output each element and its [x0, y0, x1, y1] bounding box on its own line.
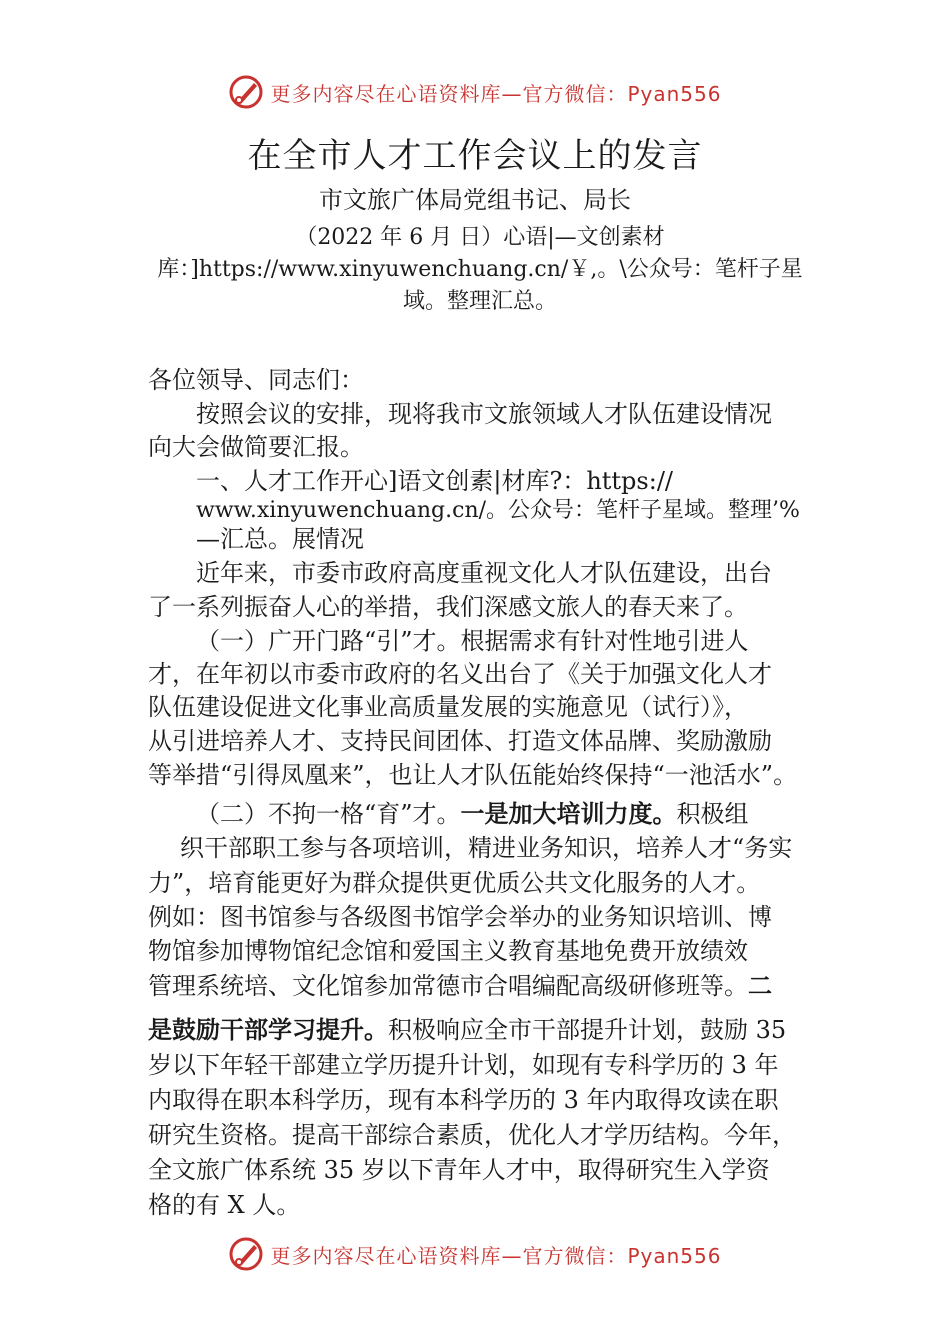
paragraph-line: （一）广开门路“引”才。根据需求有针对性地引进人 [196, 627, 749, 655]
paragraph-line: 岁以下年轻干部建立学历提升计划，如现有专科学历的 3 年 [148, 1051, 779, 1079]
paragraph-line [196, 797, 749, 831]
paragraph-line: 才，在年初以市委市政府的名义出台了《关于加强文化人才 [148, 660, 772, 688]
paragraph-line [148, 1013, 786, 1047]
paragraph-line: 了一系列振奋人心的举措，我们深感文旅人的春天来了。 [148, 593, 748, 621]
paragraph-line: 从引进培养人才、支持民间团体、打造文体品牌、奖励激励 [148, 727, 772, 755]
paragraph-line: 织干部职工参与各项培训，精进业务知识，培养人才“务实 [180, 834, 793, 862]
bold-lead-phrase: 一是加大培训力度。 [460, 800, 677, 828]
document-subtitle: 市文旅广体局党组书记、局长 [319, 186, 631, 214]
bold-lead-phrase: 二 [748, 972, 772, 1000]
section-heading-line: www.xinyuwenchuang.cn/。公众号：笔杆子星域。整理’% [196, 498, 800, 523]
paragraph-line: 内取得在职本科学历，现有本科学历的 3 年内取得攻读在职 [148, 1086, 779, 1114]
bold-lead-phrase: 是鼓励干部学习提升。 [148, 1016, 388, 1044]
paragraph-line: 力”，培育能更好为群众提供更优质公共文化服务的人才。 [148, 869, 761, 897]
paragraph-line [148, 969, 772, 1003]
brush-pen-logo-icon [228, 1236, 264, 1272]
paragraph-line: 研究生资格。提高干部综合素质，优化人才学历结构。今年， [148, 1121, 796, 1149]
paragraph-line: 按照会议的安排，现将我市文旅领域人才队伍建设情况 [196, 400, 772, 428]
paragraph-text: 积极响应全市干部提升计划，鼓励 35 [388, 1016, 787, 1044]
subsection-heading: （二）不拘一格“育”才。 [196, 800, 461, 828]
paragraph-line: 物馆参加博物馆纪念馆和爱国主义教育基地免费开放绩效 [148, 937, 748, 965]
salutation: 各位领导、同志们： [148, 366, 364, 394]
paragraph-text: 管理系统培、文化馆参加常德市合唱编配高级研修班等。 [148, 972, 748, 1000]
document-title: 在全市人才工作会议上的发言 [247, 136, 703, 176]
watermark-banner-top [0, 70, 950, 114]
paragraph-line: 格的有 X 人。 [148, 1191, 301, 1219]
section-heading-line: 一、人才工作开心]语文创素|材库?：https:// [196, 467, 673, 495]
brush-pen-logo-icon [228, 74, 264, 110]
paragraph-line: 近年来，市委市政府高度重视文化人才队伍建设，出台 [196, 559, 772, 587]
watermark-text: 更多内容尽在心语资料库—官方微信：Pyan556 [270, 1243, 722, 1268]
paragraph-line: 例如：图书馆参与各级图书馆学会举办的业务知识培训、博 [148, 903, 772, 931]
paragraph-line: 队伍建设促进文化事业高质量发展的实施意见（试行）》， [148, 693, 748, 721]
paragraph-line: 向大会做简要汇报。 [148, 433, 364, 461]
watermark-text: 更多内容尽在心语资料库—官方微信：Pyan556 [270, 81, 722, 106]
watermark-banner-bottom [0, 1232, 950, 1276]
section-heading-line: —汇总。展情况 [196, 525, 364, 553]
paragraph-line: 全文旅广体系统 35 岁以下青年人才中，取得研究生入学资 [148, 1156, 770, 1184]
document-meta: （2022 年 6 月 日）心语|—文创素材库：]https://www.xinyuwenchuang.cn/￥,。\公众号：笔杆子星域。整理汇总。 [157, 225, 803, 314]
paragraph-line: 等举措“引得凤凰来”，也让人才队伍能始终保持“一池活水”。 [148, 761, 798, 789]
paragraph-text: 积极组 [676, 800, 749, 828]
